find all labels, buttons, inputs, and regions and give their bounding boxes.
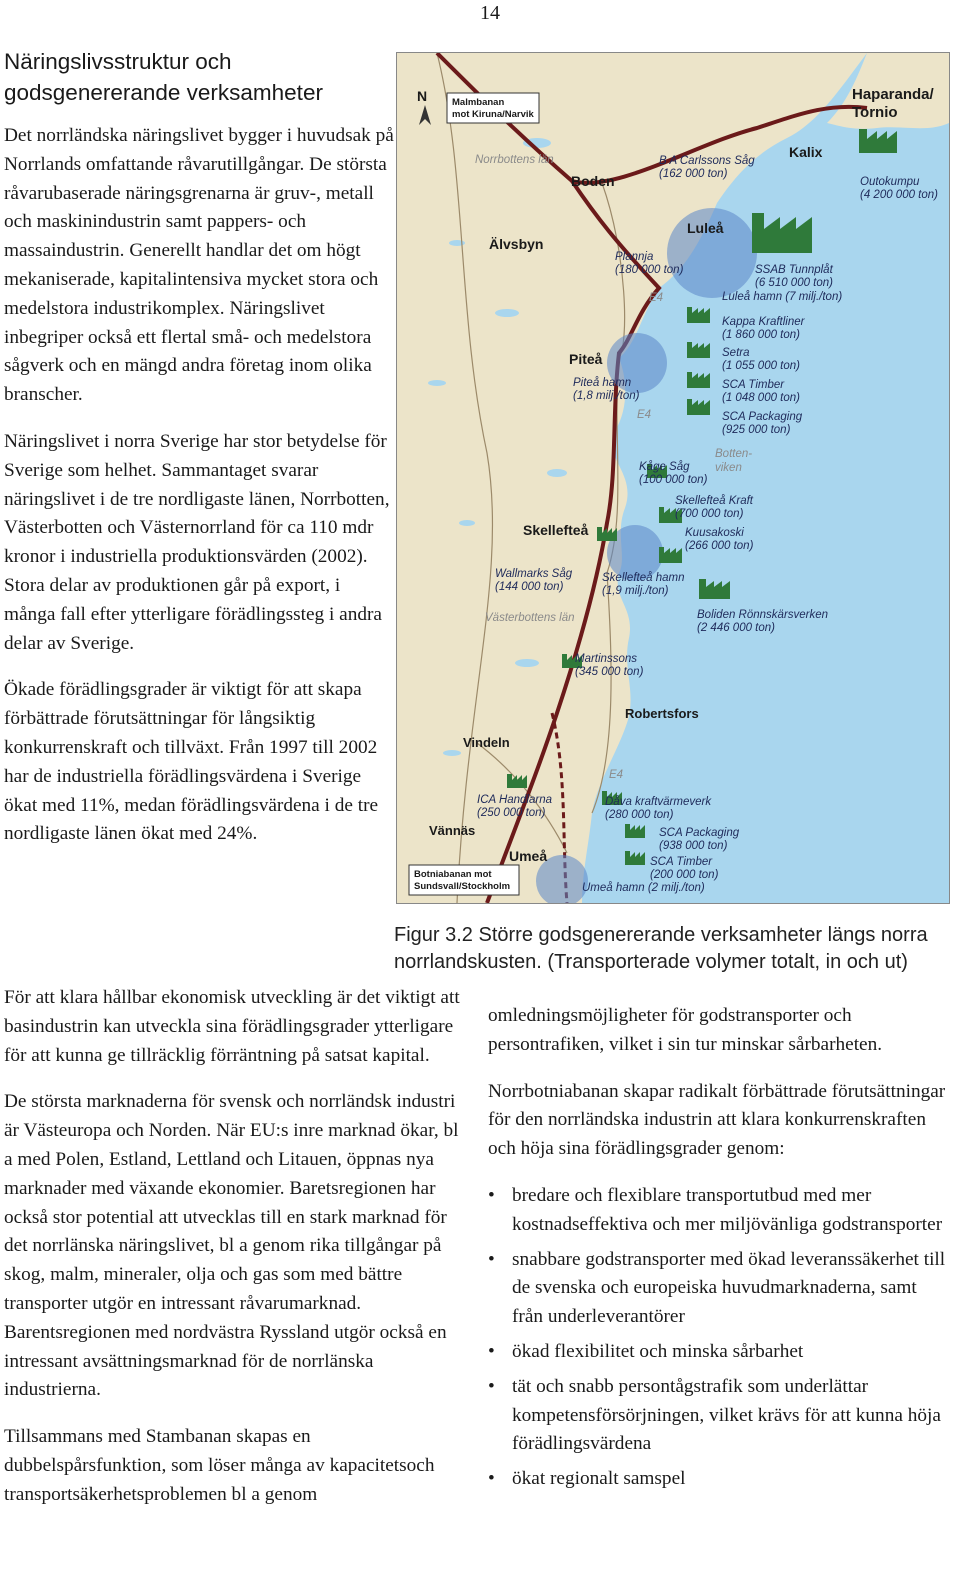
town-label: Luleå bbox=[687, 220, 724, 236]
town-label: Kalix bbox=[789, 144, 823, 160]
site-label: SCA Packaging bbox=[722, 411, 803, 423]
list-item: • ökat regionalt samspel bbox=[488, 1465, 948, 1494]
list-item: • snabbare godstransporter med ökad leveranssäkerhet till de svenska och europeiska huvudmarknaderna, samt från underleverantörer bbox=[488, 1246, 948, 1332]
site-label: Skellefteå Kraft bbox=[675, 495, 753, 507]
bottom-left-column bbox=[4, 984, 460, 1528]
county-label: Norrbottens län bbox=[475, 154, 554, 166]
botniabanan-sub: Sundsvall/Stockholm bbox=[414, 881, 511, 892]
town-label: Skellefteå bbox=[523, 522, 589, 538]
factory-icon bbox=[659, 547, 682, 563]
paragraph: De största marknaderna för svensk och norrländsk industri är Västeuropa och Norden. När EU:s inre marknad ökar, bl a med Polen, Estland, Lettland och Litauen, öppnas nya marknader med växande ekonomier. Baretsregionen har också stor potential att utvecklas till en stark marknad för det norrlänska näringslivet, bl a genom rika tillgångar på skog, malm, mineraler, olja och gas som med bättre transporter utgör en intressant råvarumarknad. Barentsregionen med nordvästra Ryssland utgör också en intressant avsättningsmarknad för de norrlänska industrierna. bbox=[4, 1091, 459, 1401]
site-value: (700 000 ton) bbox=[675, 508, 744, 520]
site-value: (4 200 000 ton) bbox=[860, 189, 939, 201]
paragraph: Det norrländska näringslivet bygger i huvudsak på Norrlands omfattande råvarutillgångar. De största råvarubaserade näringsgrenarna är gruv-, metall och maskinindustrin samt pappers- och massaindustrin. Generellt handlar det om högt mekaniserade, kapitalintensiva mycket stora och medelstora industrikomplex. Näringslivet inbegriper också ett flertal små- och medelstora sågverk och en mängd andra företag inom olika branscher. bbox=[4, 125, 394, 406]
malmbanan-sub: mot Kiruna/Narvik bbox=[452, 109, 534, 120]
factory-icon bbox=[625, 824, 645, 838]
site-value: (1 048 000 ton) bbox=[722, 392, 801, 404]
site-value: (2 446 000 ton) bbox=[697, 622, 776, 634]
site-value: (1 055 000 ton) bbox=[722, 360, 801, 372]
town-label: Umeå bbox=[509, 848, 548, 864]
svg-text:E4: E4 bbox=[637, 409, 652, 421]
svg-text:N: N bbox=[417, 88, 428, 104]
site-value: (345 000 ton) bbox=[575, 666, 644, 678]
site-label: Piteå hamn bbox=[573, 377, 632, 389]
factory-icon bbox=[687, 399, 710, 415]
site-value: (162 000 ton) bbox=[659, 168, 728, 180]
factory-icon bbox=[687, 307, 710, 323]
svg-text:E4: E4 bbox=[649, 292, 664, 304]
right-column bbox=[488, 1002, 948, 1500]
list-item: • tät och snabb persontågstrafik som underlättar kompetensförsörjningen, vilket krävs för att kunna höja förädlingsvärdena bbox=[488, 1373, 948, 1459]
malmbanan-label: Malmbanan bbox=[452, 97, 505, 108]
site-label: Skellefteå hamn bbox=[602, 572, 685, 584]
paragraph: Tillsammans med Stambanan skapas en dubbelspårsfunktion, som löser många av kapacitetsoch transportsäkerhetsproblemen bl a genom bbox=[4, 1426, 435, 1505]
site-value: (1 860 000 ton) bbox=[722, 329, 801, 341]
site-label: Kappa Kraftliner bbox=[722, 316, 805, 328]
county-label: Västerbottens län bbox=[485, 612, 575, 624]
section-heading: Näringslivsstruktur och godsgenererande verksamheter bbox=[4, 49, 323, 105]
factory-icon bbox=[625, 851, 645, 865]
town-label: Vindeln bbox=[463, 735, 510, 750]
factory-icon bbox=[687, 372, 710, 388]
site-value: (1,8 milj./ton) bbox=[573, 390, 640, 402]
site-value: (200 000 ton) bbox=[650, 869, 719, 881]
site-label: SCA Timber bbox=[722, 379, 785, 391]
figure-caption: Figur 3.2 Större godsgenererande verksamheter längs norra norrlandskusten. (Transporterade volymer totalt, in och ut) bbox=[394, 924, 928, 973]
botniabanan-label: Botniabanan mot bbox=[414, 869, 492, 880]
site-label: Luleå hamn (7 milj./ton) bbox=[722, 291, 843, 303]
site-label: Boliden Rönnskärsverken bbox=[697, 609, 829, 621]
paragraph: Norrbotniabanan skapar radikalt förbättrade förutsättningar för den norrländska industrin att klara konkurrenskraften och höja sina förädlingsgrader genom: bbox=[488, 1080, 946, 1160]
paragraph: Näringslivet i norra Sverige har stor betydelse för Sverige som helhet. Sammantaget svarar näringslivet i de tre nordligaste länen, Norrbotten, Västerbotten och Västernorrland för ca 110 mdr kronor i industriella produktionsvärden (2002). Stora delar av produktionen går på export, i många fall efter ytterligare förädlingssteg i andra delar av Sverige. bbox=[4, 430, 390, 654]
paragraph: Ökade förädlingsgrader är viktigt för att skapa förbättrade förutsättningar för långsiktig konkurrenskraft och tillväxt. Från 1997 till 2002 har de industriella förädlingsvärdena i Sverige ökat med 11%, medan förädlingsvärdena i de tre nordligaste länen ökat med 24%. bbox=[4, 679, 379, 845]
sea-label: viken bbox=[715, 462, 742, 474]
town-label: Robertsfors bbox=[625, 706, 699, 721]
left-column bbox=[4, 46, 396, 867]
factory-icon bbox=[699, 579, 730, 599]
town-label: Älvsbyn bbox=[489, 236, 544, 252]
site-label: Kuusakoski bbox=[685, 527, 744, 539]
paragraph: omledningsmöjligheter för godstransporter och persontrafiken, vilket i sin tur minskar sårbarheten. bbox=[488, 1005, 883, 1055]
site-value: (266 000 ton) bbox=[685, 540, 754, 552]
list-item: • bredare och flexiblare transportutbud med mer kostnadseffektiva och mer miljövänliga godstransporter bbox=[488, 1182, 948, 1240]
site-value: (6 510 000 ton) bbox=[755, 277, 834, 289]
site-label: ICA Handlarna bbox=[477, 794, 553, 806]
sea-label: Botten- bbox=[715, 448, 753, 460]
site-label: Plannja bbox=[615, 251, 654, 263]
site-label: Wallmarks Såg bbox=[495, 568, 573, 580]
site-value: (144 000 ton) bbox=[495, 581, 564, 593]
bullet-list bbox=[488, 1182, 948, 1494]
list-item: • ökad flexibilitet och minska sårbarhet bbox=[488, 1338, 948, 1367]
factory-icon bbox=[752, 213, 812, 253]
site-label: Martinssons bbox=[575, 653, 637, 665]
site-label: Umeå hamn (2 milj./ton) bbox=[582, 882, 705, 894]
site-label: SSAB Tunnplåt bbox=[755, 264, 833, 276]
site-label: SCA Packaging bbox=[659, 827, 740, 839]
site-value: (938 000 ton) bbox=[659, 840, 728, 852]
town-label: Piteå bbox=[569, 351, 603, 367]
site-value: (1,9 milj./ton) bbox=[602, 585, 669, 597]
map-figure bbox=[396, 52, 950, 904]
town-label: Vännäs bbox=[429, 823, 476, 838]
page-number: 14 bbox=[480, 2, 500, 24]
site-label: Dåva kraftvärmeverk bbox=[605, 796, 712, 808]
paragraph: För att klara hållbar ekonomisk utveckling är det viktigt att basindustrin kan utveckla sina förädlingsgrader ytterligare för att kunna ge tillräcklig förräntning på satsat kapital. bbox=[4, 987, 460, 1066]
site-value: (280 000 ton) bbox=[605, 809, 674, 821]
factory-icon bbox=[859, 129, 897, 153]
svg-text:E4: E4 bbox=[609, 769, 624, 781]
site-label: SCA Timber bbox=[650, 856, 713, 868]
site-value: (100 000 ton) bbox=[639, 474, 708, 486]
site-label: Kåge Såg bbox=[639, 461, 690, 473]
town-label: Tornio bbox=[852, 104, 898, 121]
site-value: (180 000 ton) bbox=[615, 264, 684, 276]
site-value: (250 000 ton) bbox=[477, 807, 546, 819]
town-label: Haparanda/ bbox=[852, 86, 934, 103]
factory-icon bbox=[687, 342, 710, 358]
site-value: (925 000 ton) bbox=[722, 424, 791, 436]
site-label: Setra bbox=[722, 347, 750, 359]
site-label: Outokumpu bbox=[860, 176, 920, 188]
site-label: B A Carlssons Såg bbox=[659, 155, 755, 167]
town-label: Boden bbox=[571, 173, 615, 189]
